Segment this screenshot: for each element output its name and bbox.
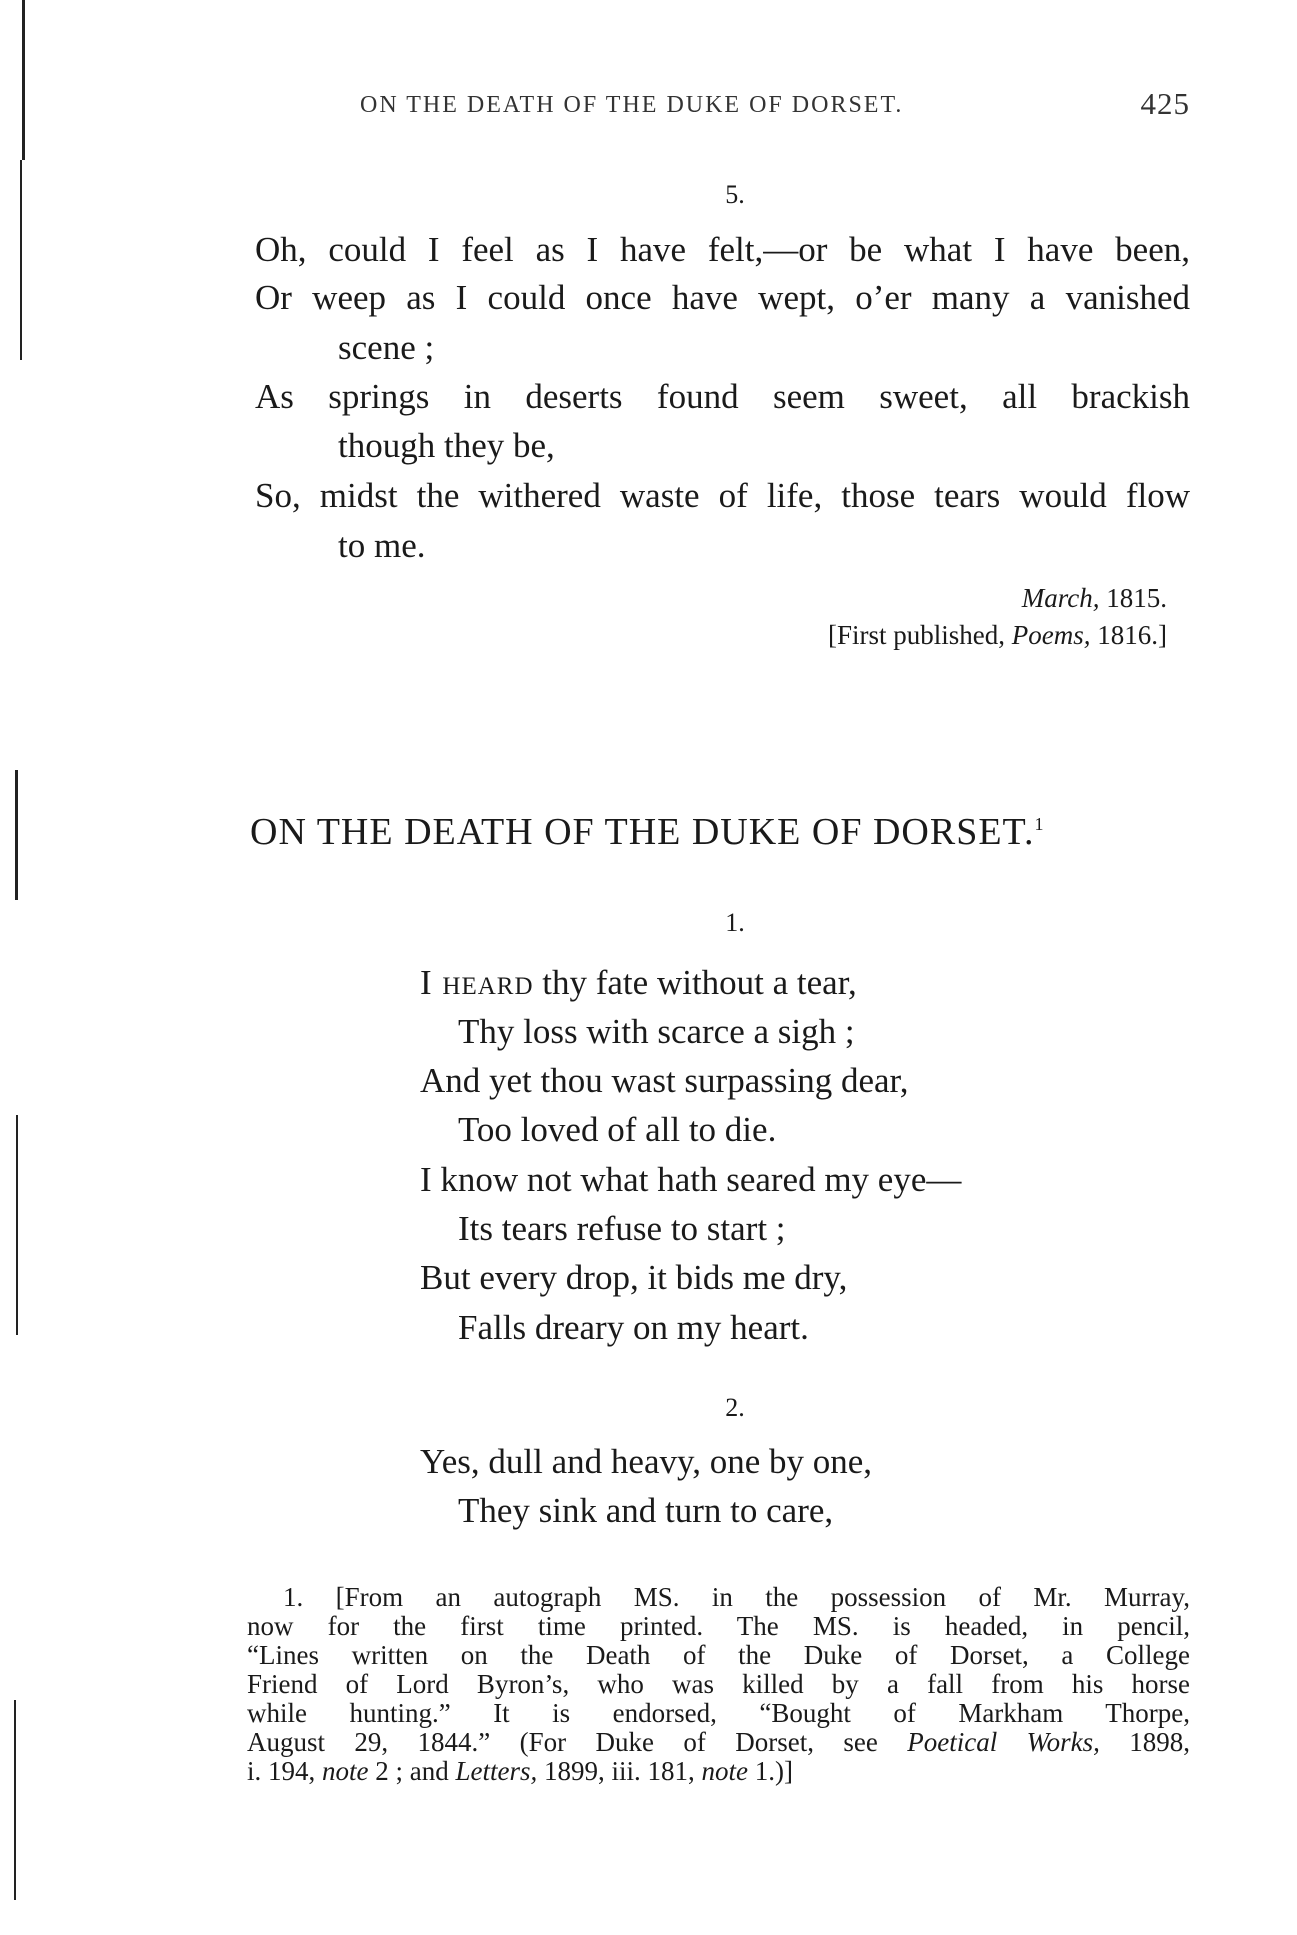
- footnote-line: Friend of Lord Byron’s, who was killed by a fall from his horse: [247, 1669, 1190, 1699]
- poem-title-text: ON THE DEATH OF THE DUKE OF DORSET.: [250, 811, 1035, 853]
- verse-line-rest: thy fate without a tear,: [533, 963, 857, 1002]
- stanza-number: 2.: [725, 1393, 745, 1422]
- verse-line: Or weep as I could once have wept, o’er many a vanished: [255, 278, 1190, 317]
- verse-line: Yes, dull and heavy, one by one,: [420, 1442, 873, 1481]
- footnote-line: [247, 1728, 1190, 1757]
- note-ref: note: [322, 1756, 369, 1786]
- verse-line: though they be,: [338, 426, 555, 465]
- footnote-text: [From an autograph MS. in the possession of Mr. Murray,: [335, 1582, 1190, 1612]
- scan-edge-mark: [22, 0, 25, 160]
- verse-line: scene ;: [338, 328, 435, 367]
- footnote-text: 1899, iii. 181,: [537, 1756, 702, 1786]
- composition-date: [1022, 583, 1167, 614]
- footnote: [247, 1583, 1190, 1786]
- verse-line: And yet thou wast surpassing dear,: [420, 1061, 909, 1100]
- footnote-line: now for the first time printed. The MS. is headed, in pencil,: [247, 1611, 1190, 1641]
- published-work: Poems,: [1011, 620, 1091, 650]
- verse-line: But every drop, it bids me dry,: [420, 1258, 848, 1297]
- poem-title: [250, 810, 1044, 854]
- scan-edge-mark: [20, 160, 22, 360]
- scan-edge-mark: [16, 1115, 18, 1335]
- verse-line: Too loved of all to die.: [458, 1110, 777, 1149]
- footnote-marker: 1: [1034, 814, 1045, 834]
- footnote-text: ; and: [388, 1756, 456, 1786]
- verse-line: Falls dreary on my heart.: [458, 1308, 809, 1347]
- verse-line: Oh, could I feel as I have felt,—or be what I have been,: [255, 230, 1190, 269]
- stanza-number: 1.: [725, 908, 745, 937]
- scan-edge-mark: [14, 1700, 16, 1900]
- first-word: I heard: [420, 963, 534, 1002]
- verse-line: As springs in deserts found seem sweet, all brackish: [255, 377, 1190, 416]
- footnote-line: [247, 1583, 1190, 1612]
- works-title: Poetical Works,: [907, 1727, 1100, 1757]
- verse-line: [420, 965, 857, 1000]
- stanza-number: 5.: [725, 180, 745, 209]
- works-year: 1898,: [1099, 1727, 1191, 1757]
- published-prefix: [First published,: [828, 620, 1006, 650]
- letters-title: Letters,: [455, 1756, 538, 1786]
- footnote-text: August 29, 1844.” (For Duke of Dorset, see: [247, 1727, 908, 1757]
- scan-edge-mark: [15, 770, 18, 900]
- verse-line: Its tears refuse to start ;: [458, 1209, 786, 1248]
- date-month: March,: [1021, 583, 1100, 613]
- page-number: 425: [1140, 86, 1190, 121]
- footnote-text: i. 194,: [247, 1756, 323, 1786]
- verse-line: to me.: [338, 526, 426, 565]
- footnote-text: 2: [368, 1756, 389, 1786]
- published-year: 1816.]: [1097, 620, 1167, 650]
- verse-line: Thy loss with scarce a sigh ;: [458, 1012, 855, 1051]
- note-ref: note: [701, 1756, 749, 1786]
- publication-note: [828, 620, 1167, 651]
- footnote-line: while hunting.” It is endorsed, “Bought of Markham Thorpe,: [247, 1698, 1190, 1728]
- verse-line: They sink and turn to care,: [458, 1491, 834, 1530]
- verse-line: I know not what hath seared my eye—: [420, 1160, 962, 1199]
- footnote-line: “Lines written on the Death of the Duke of Dorset, a College: [247, 1640, 1190, 1670]
- running-title: ON THE DEATH OF THE DUKE OF DORSET.: [360, 92, 904, 118]
- date-year: 1815.: [1106, 583, 1167, 613]
- footnote-line: [247, 1757, 1190, 1786]
- footnote-marker: 1.: [283, 1582, 304, 1612]
- verse-line: So, midst the withered waste of life, those tears would flow: [255, 476, 1190, 515]
- footnote-text: 1.)]: [748, 1756, 794, 1786]
